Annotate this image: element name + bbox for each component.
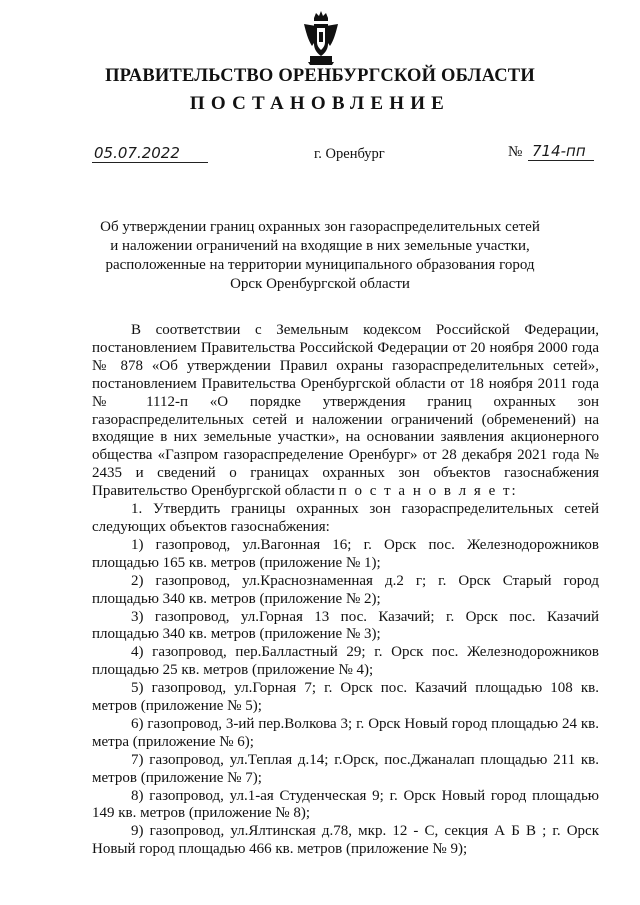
list-item: 8) газопровод, ул.1-ая Студенческая 9; г. Орск Новый город площадью 149 кв. метров (приложение № 8); <box>92 787 599 822</box>
list-item: 1) газопровод, ул.Вагонная 16; г. Орск пос. Железнодорожников площадью 165 кв. метров (приложение № 1); <box>92 536 599 571</box>
document-body <box>92 322 599 859</box>
list-item: 7) газопровод, ул.Теплая д.14; г.Орск, пос.Джаналап площадью 211 кв. метров (приложение № 7); <box>92 751 599 786</box>
document-title: Об утверждении границ охранных зон газораспределительных сетей и наложении ограничений на входящие в них земельные участки, расположенные на территории муниципального образования город Орск Оренбургской области <box>100 219 540 292</box>
preamble-paragraph <box>92 322 599 501</box>
list-item: 3) газопровод, ул.Горная 13 пос. Казачий; г. Орск пос. Казачий площадью 340 кв. метров (приложение № 3); <box>92 608 599 643</box>
clause-1: 1. Утвердить границы охранных зон газораспределительных сетей следующих объектов газоснабжения: <box>92 501 599 535</box>
preamble-text: В соответствии с Земельным кодексом Российской Федерации, постановлением Правительства Российской Федерации от 20 ноября 2000 года № 878 «Об утверждении Правил охраны газораспределительных сетей», постановлением Правительства Оренбургской области от 18 ноября 2011 года № 1112-п «О порядке утверждения границ охранных зон газораспределительных сетей и наложении ограничений (обременений) на входящие в них земельные участки», на основании заявления акционерного общества «Газпром газораспределение Оренбург» от 28 декабря 2021 года № 2435 и сведений о границах охранных зон объектов газоснабжения Правительство Оренбургской области <box>92 322 599 500</box>
list-item: 4) газопровод, пер.Балластный 29; г. Орск пос. Железнодорожников площадью 25 кв. метров (приложение № 4); <box>92 644 599 679</box>
list-item: 6) газопровод, 3-ий пер.Волкова 3; г. Орск Новый город площадью 24 кв. метра (приложение № 6); <box>92 715 599 750</box>
list-item: 5) газопровод, ул.Горная 7; г. Орск пос. Казачий площадью 108 кв. метров (приложение № 5); <box>92 680 599 715</box>
resolves-text: п о с т а н о в л я е т: <box>338 483 518 500</box>
coat-of-arms-icon <box>302 10 340 66</box>
document-type: ПОСТАНОВЛЕНИЕ <box>189 93 451 114</box>
document-city: г. Оренбург <box>314 146 385 162</box>
document-number: 714-пп <box>528 142 594 161</box>
organization-name: ПРАВИТЕЛЬСТВО ОРЕНБУРГСКОЙ ОБЛАСТИ <box>105 66 535 86</box>
list-item: 9) газопровод, ул.Ялтинская д.78, мкр. 12 - С, секция А Б В ; г. Орск Новый город площадью 466 кв. метров (приложение № 9); <box>92 823 599 858</box>
list-item: 2) газопровод, ул.Краснознаменная д.2 г; г. Орск Старый город площадью 340 кв. метров (приложение № 2); <box>92 572 599 607</box>
document-number-label: № <box>508 144 523 160</box>
document-date: 05.07.2022 <box>92 144 208 163</box>
